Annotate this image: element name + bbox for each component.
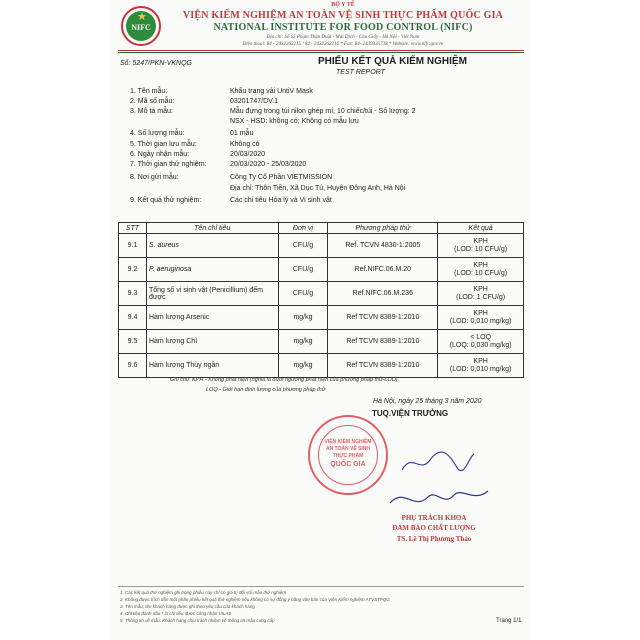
seal-text-bottom: QUỐC GIA — [330, 461, 366, 468]
info-label: 7. Thời gian thử nghiệm: — [130, 161, 207, 168]
info-value: Mẫu đựng trong túi nilon ghép mí, 10 chiếc/túi - Số lượng: 2 — [230, 108, 416, 115]
row-result — [438, 354, 524, 378]
info-label: 4. Số lượng mẫu: — [130, 130, 185, 137]
signer-name: TS. Lê Thị Phương Thảo — [396, 535, 472, 543]
row-method: Ref TCVN 8389-1:2010 — [328, 330, 438, 354]
result-limit: (LOD: 1 CFU/g) — [456, 293, 506, 301]
row-method: Ref TCVN 8389-1:2010 — [328, 354, 438, 378]
info-value: 01 mẫu — [230, 130, 254, 137]
column-header-name: Tên chỉ tiêu — [146, 223, 278, 234]
result-limit: (LOD: 10 CFU/g) — [454, 245, 508, 253]
info-value: Không có — [230, 141, 260, 148]
result-limit: (LOQ: 0,030 mg/kg) — [449, 341, 512, 349]
document-title: PHIẾU KẾT QUẢ KIỂM NGHIỆM — [318, 56, 467, 67]
row-method: Ref. TCVN 4830-1:2005 — [328, 234, 438, 258]
info-label: 8. Nơi gửi mẫu: — [130, 174, 179, 181]
nifc-logo — [121, 6, 161, 46]
column-header-unit: Đơn vị — [278, 223, 328, 234]
logo-text: NIFC — [131, 23, 151, 32]
signer-title-2: ĐẢM BẢO CHẤT LƯỢNG — [392, 524, 476, 532]
info-label: 3. Mô tả mẫu: — [130, 108, 173, 115]
info-label: 1. Tên mẫu: — [130, 88, 168, 95]
document-number: Số: 5247/PKN-VKNQG — [120, 60, 192, 67]
footer-note: 1. Các kết quả thử nghiệm ghi trong phiếu này chỉ có giá trị đối với mẫu thử nghiệm — [120, 590, 287, 595]
seal-text-top: VIỆN KIỂM NGHIỆM — [324, 439, 372, 445]
column-header-result: Kết quả — [438, 223, 524, 234]
footer-note: 4. Chỉ tiêu đánh dấu * là chỉ tiêu được công nhận VILAS — [120, 611, 232, 616]
note-kph: Ghi chú: KPH - Không phát hiện (nghĩa là dưới ngưỡng phát hiện của phương pháp thử-LOD) — [170, 377, 398, 383]
institute-address: Địa chỉ: Số 65 Phạm Thận Duật - Mai Dịch - Cầu Giấy - Hà Nội - Việt Nam — [266, 35, 420, 40]
row-result — [438, 306, 524, 330]
result-limit: (LOD: 10 CFU/g) — [454, 269, 508, 277]
result-value: KPH — [473, 237, 488, 245]
info-value: Công Ty Cổ Phần VIETMISSION — [230, 174, 333, 181]
row-stt: 9.1 — [119, 234, 147, 258]
result-value: KPH — [473, 285, 488, 293]
info-value: Khẩu trang vải UntiV Mask — [230, 88, 313, 95]
row-stt: 9.5 — [119, 330, 147, 354]
info-value: Địa chỉ: Thôn Tiền, Xã Dục Tú, Huyện Đông Anh, Hà Nội — [230, 185, 406, 192]
result-value: KPH — [473, 309, 488, 317]
table-row — [119, 258, 524, 282]
institute-name-en: NATIONAL INSTITUTE FOR FOOD CONTROL (NIFC) — [213, 22, 473, 33]
column-header-stt: STT — [119, 223, 147, 234]
column-header-method: Phương pháp thử — [328, 223, 438, 234]
info-value: NSX - HSD: không có; Không có mẫu lưu — [230, 118, 359, 125]
table-row — [119, 306, 524, 330]
seal-text-mid2: THỰC PHẨM — [332, 453, 364, 459]
info-value: 03201747/DV.1 — [230, 98, 279, 105]
row-name: P. aeruginosa — [146, 258, 278, 282]
note-loq: LOQ - Giới hạn định lượng của phương pháp thử — [206, 387, 326, 393]
info-value: 20/03/2020 - 25/03/2020 — [230, 161, 307, 168]
info-label: 2. Mã số mẫu: — [130, 98, 175, 105]
row-result — [438, 234, 524, 258]
star-icon: ★ — [137, 11, 147, 23]
seal-text-mid: AN TOÀN VỆ SINH — [325, 446, 371, 452]
header-divider-secondary — [118, 52, 524, 53]
row-unit: mg/kg — [278, 306, 328, 330]
initial-signature — [398, 448, 478, 478]
row-unit: CFU/g — [278, 234, 328, 258]
row-stt: 9.2 — [119, 258, 147, 282]
result-value: < LOQ — [470, 333, 492, 341]
row-result — [438, 258, 524, 282]
row-stt: 9.4 — [119, 306, 147, 330]
institute-name-vi: VIỆN KIỂM NGHIỆM AN TOÀN VỆ SINH THỰC PHẨM QUỐC GIA — [182, 10, 504, 21]
table-row — [119, 234, 524, 258]
document-subtitle: TEST REPORT — [336, 69, 385, 76]
footer-note: 2. Không được trích dẫn một phần phiếu kết quả thử nghiệm nếu không có sự đồng ý bằng văn bản của Viện Kiểm nghiệm ATVSTPQG — [120, 597, 390, 602]
row-name: S. aureus — [146, 234, 278, 258]
signer-title-1: PHỤ TRÁCH KHOA — [401, 514, 467, 522]
footer-note: 5. Thông tin về mẫu: Khách hàng chịu trách nhiệm về thông tin mẫu cung cấp — [120, 618, 275, 623]
row-name: Hàm lượng Arsenic — [146, 306, 278, 330]
signing-role: TUQ.VIỆN TRƯỞNG — [372, 409, 449, 418]
table-row — [119, 354, 524, 378]
info-label: 5. Thời gian lưu mẫu: — [130, 141, 197, 148]
official-seal — [308, 415, 388, 495]
row-method: Ref TCVN 8389-1:2010 — [328, 306, 438, 330]
info-label: 9. Kết quả thử nghiệm: — [130, 197, 202, 204]
institute-contacts: Điện thoại: 84 - 2432262215 / 84 - 2432262216 * Fax: 84- 2439335738 * Website: www.nifc.gov.vn — [242, 42, 444, 47]
row-method: Ref.NIFC.06.M.20 — [328, 258, 438, 282]
row-name: Hàm lượng Chì — [146, 330, 278, 354]
signing-date: Hà Nội, ngày 25 tháng 3 năm 2020 — [373, 398, 482, 405]
row-method: Ref.NIFC.06.M.236 — [328, 282, 438, 306]
result-limit: (LOD: 0,010 mg/kg) — [449, 365, 512, 373]
row-unit: CFU/g — [278, 258, 328, 282]
info-label: 6. Ngày nhận mẫu: — [130, 151, 190, 158]
table-row — [119, 282, 524, 306]
page-number: Trang 1/1 — [496, 618, 522, 624]
row-stt: 9.3 — [119, 282, 147, 306]
row-stt: 9.6 — [119, 354, 147, 378]
row-name: Tổng số vi sinh vật (Penicillium) đếm được — [146, 282, 278, 306]
footer-note: 3. Tên mẫu, tên khách hàng được ghi theo yêu cầu của khách hàng — [120, 604, 255, 609]
header-divider — [118, 50, 524, 51]
handwritten-signature — [384, 483, 494, 513]
info-value: Các chỉ tiêu Hóa lý và Vi sinh vật — [230, 197, 332, 204]
table-header-row — [119, 223, 524, 234]
info-value: 20/03/2020 — [230, 151, 266, 158]
row-unit: mg/kg — [278, 354, 328, 378]
result-limit: (LOD: 0,010 mg/kg) — [449, 317, 512, 325]
row-unit: CFU/g — [278, 282, 328, 306]
result-value: KPH — [473, 357, 488, 365]
result-value: KPH — [473, 261, 488, 269]
row-result — [438, 330, 524, 354]
ministry-name: BỘ Y TẾ — [331, 2, 355, 8]
footer-divider — [118, 586, 524, 587]
results-table — [118, 222, 524, 378]
row-unit: mg/kg — [278, 330, 328, 354]
row-name: Hàm lượng Thủy ngân — [146, 354, 278, 378]
row-result — [438, 282, 524, 306]
table-row — [119, 330, 524, 354]
